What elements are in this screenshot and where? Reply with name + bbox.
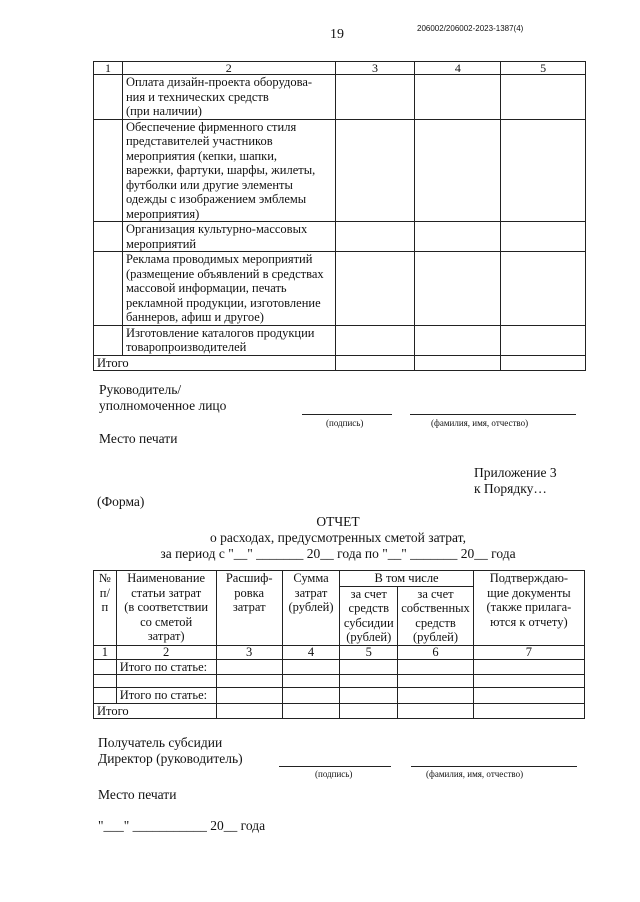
header-cost-name: Наименование статьи затрат (в соответствии со сметой затрат) bbox=[116, 571, 216, 646]
table-row bbox=[94, 119, 586, 222]
total-row bbox=[94, 355, 586, 371]
table-header-row bbox=[94, 62, 586, 75]
cost-item-label: Оплата дизайн-проекта оборудова- ния и технических средств (при наличии) bbox=[122, 75, 335, 120]
total-row bbox=[94, 703, 585, 719]
appendix-title: Приложение 3 bbox=[474, 465, 557, 480]
appendix-reference: к Порядку… bbox=[474, 481, 547, 496]
stamp-place: Место печати bbox=[98, 787, 177, 802]
table-row bbox=[94, 222, 586, 252]
header-including: В том числе bbox=[340, 571, 473, 587]
column-number: 4 bbox=[282, 645, 340, 659]
column-number: 1 bbox=[94, 62, 123, 75]
subsidy-recipient: Получатель субсидии bbox=[98, 735, 223, 750]
table-row bbox=[94, 659, 585, 675]
table-row bbox=[94, 688, 585, 704]
table-row bbox=[94, 325, 586, 355]
item-total-label: Итого по статье: bbox=[116, 659, 216, 675]
name-caption: (фамилия, имя, отчество) bbox=[431, 418, 529, 428]
cost-item-label: Реклама проводимых мероприятий (размещение объявлений в средствах массовой информации, печать рекламной продукции, изготовление баннеров, афиш и другое) bbox=[122, 252, 335, 326]
name-line bbox=[410, 414, 576, 415]
column-number: 4 bbox=[415, 62, 501, 75]
signature-caption: (подпись) bbox=[326, 418, 364, 428]
page-number: 19 bbox=[330, 27, 344, 42]
header-subsidy: за счет средств субсидии (рублей) bbox=[340, 586, 398, 645]
column-number: 7 bbox=[473, 645, 584, 659]
column-number: 1 bbox=[94, 645, 117, 659]
signature-caption: (подпись) bbox=[315, 769, 353, 779]
form-label: (Форма) bbox=[97, 494, 145, 509]
stamp-place: Место печати bbox=[99, 431, 178, 446]
cost-items-table bbox=[93, 61, 586, 371]
name-caption: (фамилия, имя, отчество) bbox=[426, 769, 524, 779]
cost-item-label: Организация культурно-массовых мероприятий bbox=[122, 222, 335, 252]
name-line bbox=[411, 766, 577, 767]
table-row bbox=[94, 75, 586, 120]
report-period: за период с "__" _______ 20__ года по "__" _______ 20__ года bbox=[160, 546, 516, 561]
header-decode: Расшиф- ровка затрат bbox=[216, 571, 282, 646]
report-table bbox=[93, 570, 585, 719]
column-number: 5 bbox=[340, 645, 398, 659]
header-number: № п/п bbox=[94, 571, 117, 646]
director-label: Директор (руководитель) bbox=[98, 751, 243, 766]
column-number: 6 bbox=[398, 645, 474, 659]
column-number: 2 bbox=[116, 645, 216, 659]
header-documents: Подтверждаю- щие документы (также прилага- ются к отчету) bbox=[473, 571, 584, 646]
signatory-role: Руководитель/ уполномоченное лицо bbox=[99, 382, 227, 413]
table-row bbox=[94, 252, 586, 326]
signature-line bbox=[279, 766, 391, 767]
cost-item-label: Изготовление каталогов продукции товаропроизводителей bbox=[122, 325, 335, 355]
total-label: Итого bbox=[94, 703, 217, 719]
total-label: Итого bbox=[94, 355, 336, 371]
report-subtitle: о расходах, предусмотренных сметой затрат, bbox=[210, 530, 466, 545]
report-title: ОТЧЕТ bbox=[316, 514, 360, 529]
date-line: "___" ___________ 20__ года bbox=[98, 818, 266, 833]
column-numbers-row bbox=[94, 645, 585, 659]
item-total-label: Итого по статье: bbox=[116, 688, 216, 704]
document-code: 206002/206002-2023-1387(4) bbox=[417, 24, 524, 33]
signature-line bbox=[302, 414, 392, 415]
table-row bbox=[94, 675, 585, 688]
column-number: 2 bbox=[122, 62, 335, 75]
column-number: 5 bbox=[501, 62, 586, 75]
table-header-row bbox=[94, 571, 585, 587]
column-number: 3 bbox=[335, 62, 415, 75]
header-own-funds: за счет собственных средств (рублей) bbox=[398, 586, 474, 645]
cost-item-label: Обеспечение фирменного стиля представителей участников мероприятия (кепки, шапки, варежки, фартуки, шарфы, жилеты, футболки или другие элементы одежды с изображением эмблемы мероприятия) bbox=[122, 119, 335, 222]
header-sum: Сумма затрат (рублей) bbox=[282, 571, 340, 646]
column-number: 3 bbox=[216, 645, 282, 659]
